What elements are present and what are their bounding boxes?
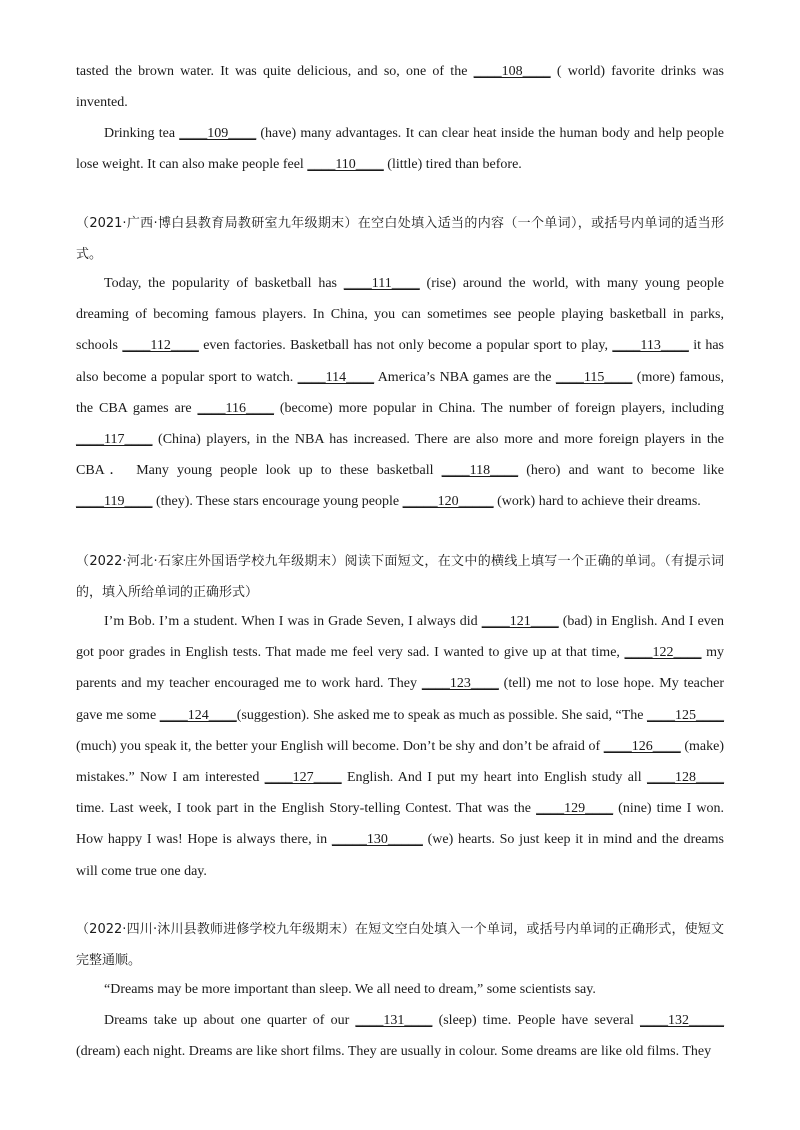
- blank-125[interactable]: ____125____: [647, 707, 724, 723]
- text: America’s NBA games are the: [374, 369, 556, 385]
- text: my parents and my teacher encouraged me to work hard. They: [76, 645, 725, 692]
- text: Dreams take up about one quarter of our: [104, 1013, 356, 1028]
- paragraph-bob: [76, 606, 724, 887]
- section-heading-2022-sichuan: （2022·四川·沐川县教师进修学校九年级期末）在短文空白处填入一个单词，或括号内单词的正确形式，使短文完整通顺。: [76, 922, 724, 968]
- paragraph-basketball: [76, 268, 724, 518]
- text: (have) many advantages. It can clear heat inside the human body and help people lose weight. It can also make people feel: [76, 126, 724, 173]
- section-heading-2022-hebei: （2022·河北·石家庄外国语学校九年级期末）阅读下面短文，在文中的横线上填写一个正确的单词。（有提示词的，填入所给单词的正确形式）: [76, 554, 724, 600]
- text: (tell) me not to lose hope. My teacher gave me some: [76, 676, 724, 723]
- text: it has also become a popular sport to watch.: [76, 338, 724, 385]
- blank-116[interactable]: ____116____: [197, 400, 274, 416]
- section-heading-2021: （2021·广西·博白县教育局教研室九年级期末）在空白处填入适当的内容（一个单词），或括号内单词的适当形式。: [76, 216, 724, 262]
- text: (they). These stars encourage young people: [152, 494, 403, 510]
- text: (hero) and want to become like: [518, 463, 724, 479]
- blank-122[interactable]: ____122____: [624, 645, 702, 661]
- blank-130[interactable]: _____130_____: [331, 832, 423, 848]
- blank-120[interactable]: _____120_____: [402, 494, 494, 510]
- text: even factories. Basketball has not only become a popular sport to play,: [198, 338, 613, 354]
- text: ( world) favorite drinks was invented.: [76, 64, 724, 111]
- paragraph-tea-ending: [76, 56, 724, 118]
- blank-113[interactable]: ____113____: [612, 338, 689, 354]
- text: (work) hard to achieve their dreams.: [493, 494, 701, 510]
- text: (sleep) time. People have several: [432, 1013, 640, 1028]
- text: (nine) time I won. How happy I was! Hope is always there, in: [76, 801, 724, 848]
- text: I’m Bob. I’m a student. When I was in Grade Seven, I always did: [104, 614, 482, 629]
- text: (China) players, in the NBA has increased. There are also more and more foreign players in the CBA． Many young people look up to these basketball: [76, 432, 724, 479]
- text: (become) more popular in China. The number of foreign players, including: [273, 400, 724, 416]
- text: (dream) each night. Dreams are like short films. They are usually in colour. Some dreams are like old films. They: [76, 1044, 712, 1060]
- blank-126[interactable]: ____126____: [603, 738, 681, 754]
- blank-118[interactable]: ____118____: [441, 463, 519, 479]
- blank-121[interactable]: ____121____: [481, 614, 559, 629]
- text: (make) mistakes.” Now I am interested: [76, 738, 724, 786]
- text: tasted the brown water. It was quite delicious, and so, one of the: [76, 64, 474, 79]
- blank-117[interactable]: ____117____: [76, 432, 153, 448]
- text: Drinking tea: [104, 126, 180, 141]
- blank-123[interactable]: ____123____: [421, 676, 499, 692]
- blank-109[interactable]: ____109____: [179, 126, 257, 141]
- text: (rise) around the world, with many young people dreaming of becoming famous players. In China, you can sometimes see people playing basketball in parks, schools: [76, 276, 724, 354]
- blank-108[interactable]: ____108____: [473, 64, 551, 79]
- text: time. Last week, I took part in the English Story-telling Contest. That was the: [76, 801, 537, 817]
- blank-131[interactable]: ____131____: [355, 1013, 433, 1028]
- text: (much) you speak it, the better your English will become. Don’t be shy and don’t be afraid of: [76, 738, 604, 754]
- text: (we) hearts. So just keep it in mind and the dreams will come true one day.: [76, 832, 724, 879]
- blank-114[interactable]: ____114____: [297, 369, 375, 385]
- blank-128[interactable]: ____128____: [647, 770, 724, 786]
- blank-129[interactable]: ____129____: [536, 801, 614, 817]
- blank-119[interactable]: ____119____: [76, 494, 153, 510]
- paragraph-dreams-intro: [76, 974, 724, 1005]
- blank-110[interactable]: ____110____: [307, 157, 384, 173]
- blank-111[interactable]: ____111____: [343, 276, 420, 291]
- text: “Dreams may be more important than sleep. We all need to dream,” some scientists say.: [104, 982, 596, 997]
- blank-132[interactable]: ____132_____: [640, 1013, 724, 1028]
- text: (more) famous, the CBA games are: [76, 369, 724, 416]
- text: Today, the popularity of basketball has: [104, 276, 344, 291]
- paragraph-tea-advantages: [76, 118, 724, 180]
- blank-115[interactable]: ____115____: [555, 369, 633, 385]
- text: (suggestion). She asked me to speak as much as possible. She said, “The: [236, 707, 647, 723]
- text: (bad) in English. And I even got poor grades in English tests. That made me feel very sad. I wanted to give up at that time,: [76, 614, 725, 661]
- paragraph-dreams: [76, 1005, 724, 1067]
- blank-124[interactable]: ____124____: [159, 707, 237, 723]
- text: (little) tired than before.: [383, 157, 522, 173]
- blank-112[interactable]: ____112____: [122, 338, 199, 354]
- text: English. And I put my heart into English study all: [341, 770, 647, 786]
- blank-127[interactable]: ____127____: [264, 770, 342, 786]
